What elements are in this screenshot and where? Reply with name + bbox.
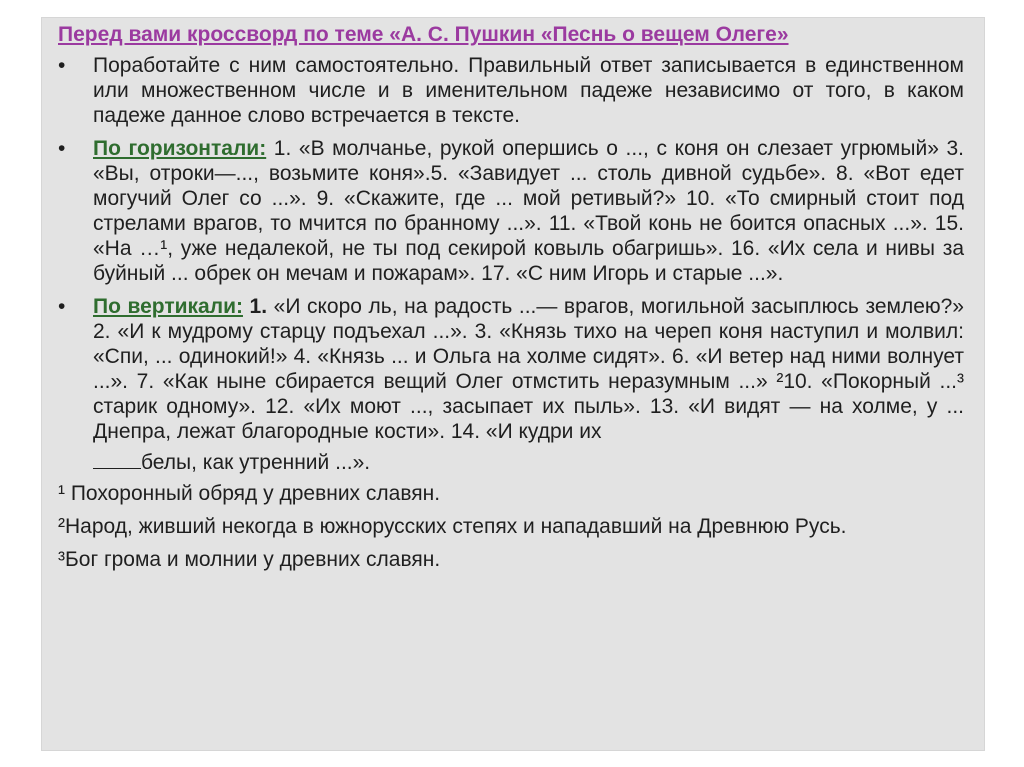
vertical-clues: «И скоро ль, на радость ...— врагов, могильной засыплюсь землею?» 2. «И к мудрому старцу подъехал ...». 3. «Князь тихо на череп коня наступил и молвил: «Спи, ... одинокий!» 4. «Князь ... и Ольга на холме сидят». 6. «И ветер над ними волнует ...». 7. «Как ныне сбирается вещий Олег отмстить неразумным ...» ²10. «Покорный ...³ старик одному». 12. «Их моют ..., засыпает их пыль». 13. «И видят — на холме, у ... Днепра, лежат благородные кости». 14. «И кудри их [93, 295, 964, 443]
vertical-label: По вертикали: [93, 295, 243, 318]
bullet-horizontal [58, 136, 964, 286]
vertical-tail-text: белы, как утренний ...». [141, 451, 371, 474]
intro-text: Поработайте с ним самостоятельно. Правильный ответ записывается в единственном или множественном числе и в именительном падеже независимо от того, в каком падеже данное слово встречается в тексте. [93, 54, 964, 127]
footnote-3: ³Бог грома и молнии у древних славян. [58, 548, 441, 571]
vertical-tail-line [58, 450, 964, 475]
bullet-vertical [58, 294, 964, 444]
footnote-1: ¹ Похоронный обряд у древних славян. [58, 482, 441, 505]
horizontal-label: По горизонтали: [93, 137, 267, 160]
vertical-first-number: 1. [242, 295, 268, 318]
bullet-intro [58, 53, 964, 128]
underline-gap [93, 468, 141, 469]
slide-content [58, 53, 964, 580]
horizontal-clues: 1. «В молчанье, рукой опершись о ..., с коня он слезает угрюмый» 3. «Вы, отроки—..., возьмите коня».5. «Завидует ... столь дивной судьбе». 8. «Вот едет могучий Олег со ...». 9. «Скажите, где ... мой ретивый?» 10. «То смирный стоит под стрелами врагов, то мчится по бранному ...». 11. «Твой конь не боится опасных ...». 15. «На …¹, уже недалекой, не ты под секирой ковыль обагришь». 16. «Их села и нивы за буйный ... обрек он мечам и пожарам». 17. «С ним Игорь и старые ...». [93, 137, 964, 285]
footnote-2: ²Народ, живший некогда в южнорусских степях и нападавший на Древнюю Русь. [58, 515, 847, 538]
slide-title: Перед вами кроссворд по теме «А. С. Пушкин «Песнь о вещем Олеге» [58, 23, 789, 46]
